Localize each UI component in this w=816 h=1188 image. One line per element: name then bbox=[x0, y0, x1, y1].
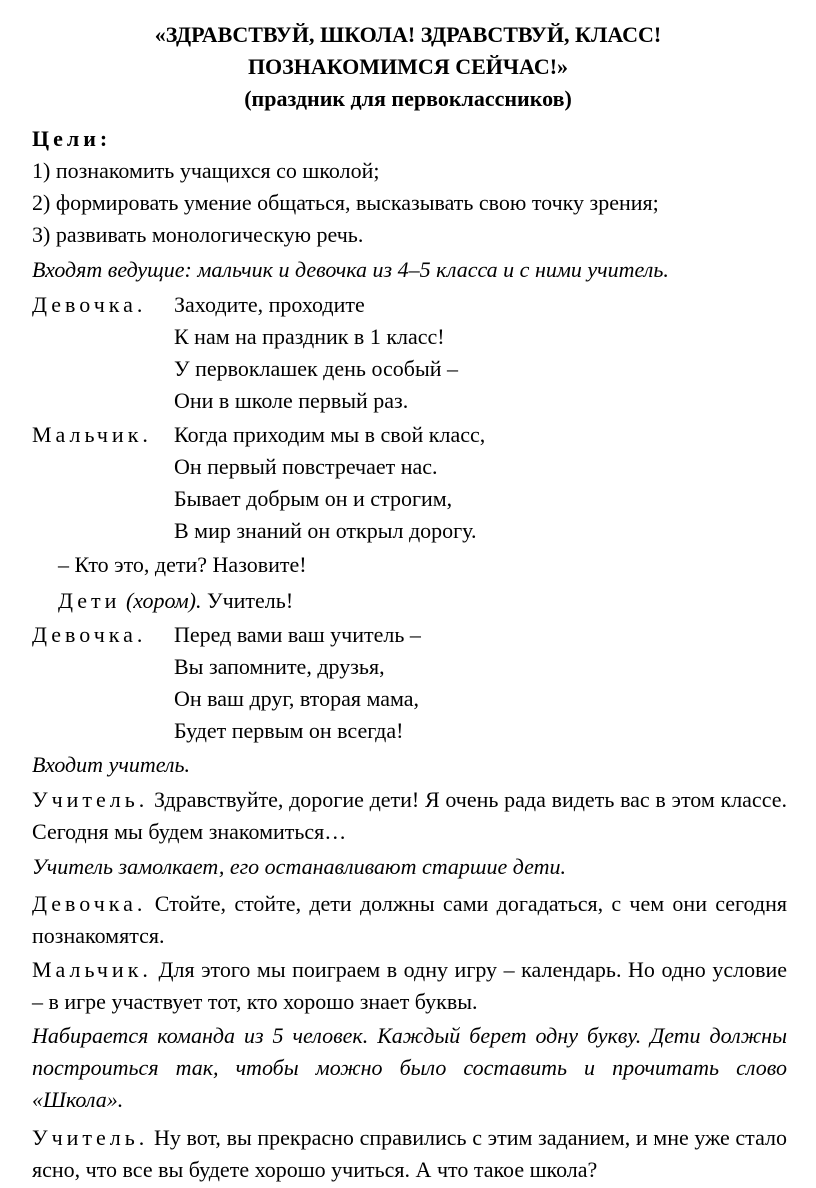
stage-direction: Набирается команда из 5 человек. Каждый берет одну букву. Дети должны построиться так, чтобы можно было составить и прочитать слово «Школа». bbox=[32, 1023, 787, 1112]
dialogue-paragraph bbox=[32, 1122, 787, 1186]
stage-direction: Учитель замолкает, его останавливают старшие дети. bbox=[32, 854, 567, 879]
stage-direction: Входят ведущие: мальчик и девочка из 4–5 класса и с ними учитель. bbox=[32, 257, 669, 282]
stage-remark: (хором). bbox=[125, 588, 202, 613]
verse-line: Заходите, проходите bbox=[174, 292, 365, 317]
verse-line: Перед вами ваш учитель – bbox=[174, 622, 421, 647]
dialogue-paragraph bbox=[32, 954, 787, 1018]
dialogue-paragraph bbox=[32, 784, 787, 848]
goal-item: 3) развивать монологическую речь. bbox=[32, 222, 364, 247]
title-line-2: ПОЗНАКОМИМСЯ СЕЙЧАС!» bbox=[247, 54, 569, 79]
speaker-name: Девочка. bbox=[32, 891, 147, 916]
verse-line: Будет первым он всегда! bbox=[174, 718, 404, 743]
goals-heading: Цели: bbox=[32, 126, 112, 151]
speaker-name: Учитель. bbox=[32, 1125, 149, 1150]
title-line-1: «ЗДРАВСТВУЙ, ШКОЛА! ЗДРАВСТВУЙ, КЛАСС! bbox=[154, 22, 662, 47]
speech-text: Для этого мы поиграем в одну игру – календарь. Но одно условие – в игре участвует тот, кто хорошо знает буквы. bbox=[32, 957, 788, 1014]
dialogue-line bbox=[58, 586, 293, 616]
verse-line: У первоклашек день особый – bbox=[174, 356, 459, 381]
speaker-name: Девочка. bbox=[32, 622, 147, 647]
speech-text: Ну вот, вы прекрасно справились с этим заданием, и мне уже стало ясно, что все вы будете хорошо учиться. А что такое школа? bbox=[32, 1125, 788, 1182]
stage-direction: Входит учитель. bbox=[32, 752, 191, 777]
verse-line: В мир знаний он открыл дорогу. bbox=[174, 518, 477, 543]
verse-line: Он ваш друг, вторая мама, bbox=[174, 686, 420, 711]
speaker-name: Девочка. bbox=[32, 292, 147, 317]
dialogue-paragraph bbox=[32, 888, 787, 952]
verse-line: Вы запомните, друзья, bbox=[174, 654, 385, 679]
goal-item: 1) познакомить учащихся со школой; bbox=[32, 158, 380, 183]
verse-line: Когда приходим мы в свой класс, bbox=[174, 422, 486, 447]
verse-line: К нам на праздник в 1 класс! bbox=[174, 324, 445, 349]
dialogue-line: – Кто это, дети? Назовите! bbox=[58, 552, 307, 577]
speech-text: Здравствуйте, дорогие дети! Я очень рада видеть вас в этом классе. Сегодня мы будем знакомиться… bbox=[32, 787, 787, 844]
speaker-name: Мальчик. bbox=[32, 422, 152, 447]
speaker-name: Дети bbox=[58, 588, 121, 613]
speech-text: Стойте, стойте, дети должны сами догадаться, с чем они сегодня познакомятся. bbox=[32, 891, 787, 948]
verse-line: Бывает добрым он и строгим, bbox=[174, 486, 453, 511]
speaker-name: Мальчик. bbox=[32, 957, 152, 982]
speech-text: Учитель! bbox=[207, 588, 294, 613]
verse-line: Они в школе первый раз. bbox=[174, 388, 409, 413]
speaker-name: Учитель. bbox=[32, 787, 149, 812]
subtitle: (праздник для первоклассников) bbox=[244, 86, 572, 111]
verse-line: Он первый повстречает нас. bbox=[174, 454, 438, 479]
goal-item: 2) формировать умение общаться, высказывать свою точку зрения; bbox=[32, 190, 659, 215]
